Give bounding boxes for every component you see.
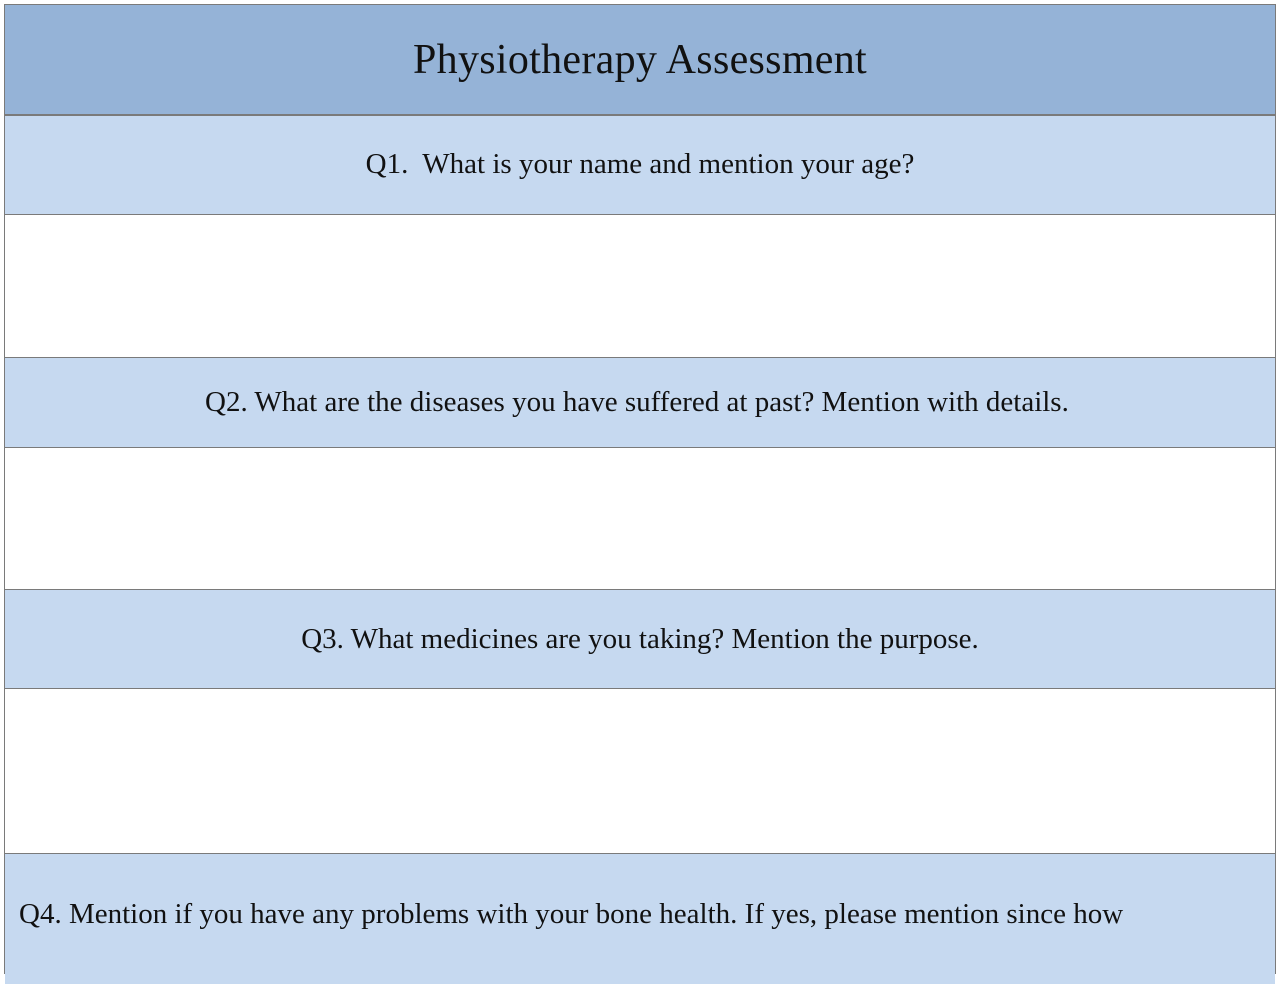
question-4-text: Q4. Mention if you have any problems with your bone health. If yes, please mention since how (19, 898, 1124, 930)
answer-field-3[interactable] (5, 689, 1275, 854)
question-row-2 (5, 358, 1275, 448)
question-3-text: Q3. What medicines are you taking? Mention the purpose. (301, 622, 979, 655)
question-row-4 (5, 854, 1275, 984)
form-title-bar (5, 5, 1275, 116)
assessment-form (4, 4, 1276, 974)
question-row-1 (5, 116, 1275, 215)
question-row-3 (5, 590, 1275, 689)
question-1-text: Q1. What is your name and mention your age? (365, 147, 915, 180)
question-2-text: Q2. What are the diseases you have suffered at past? Mention with details. (205, 386, 1069, 418)
answer-field-2[interactable] (5, 448, 1275, 590)
answer-field-1[interactable] (5, 215, 1275, 358)
form-title: Physiotherapy Assessment (412, 36, 868, 83)
